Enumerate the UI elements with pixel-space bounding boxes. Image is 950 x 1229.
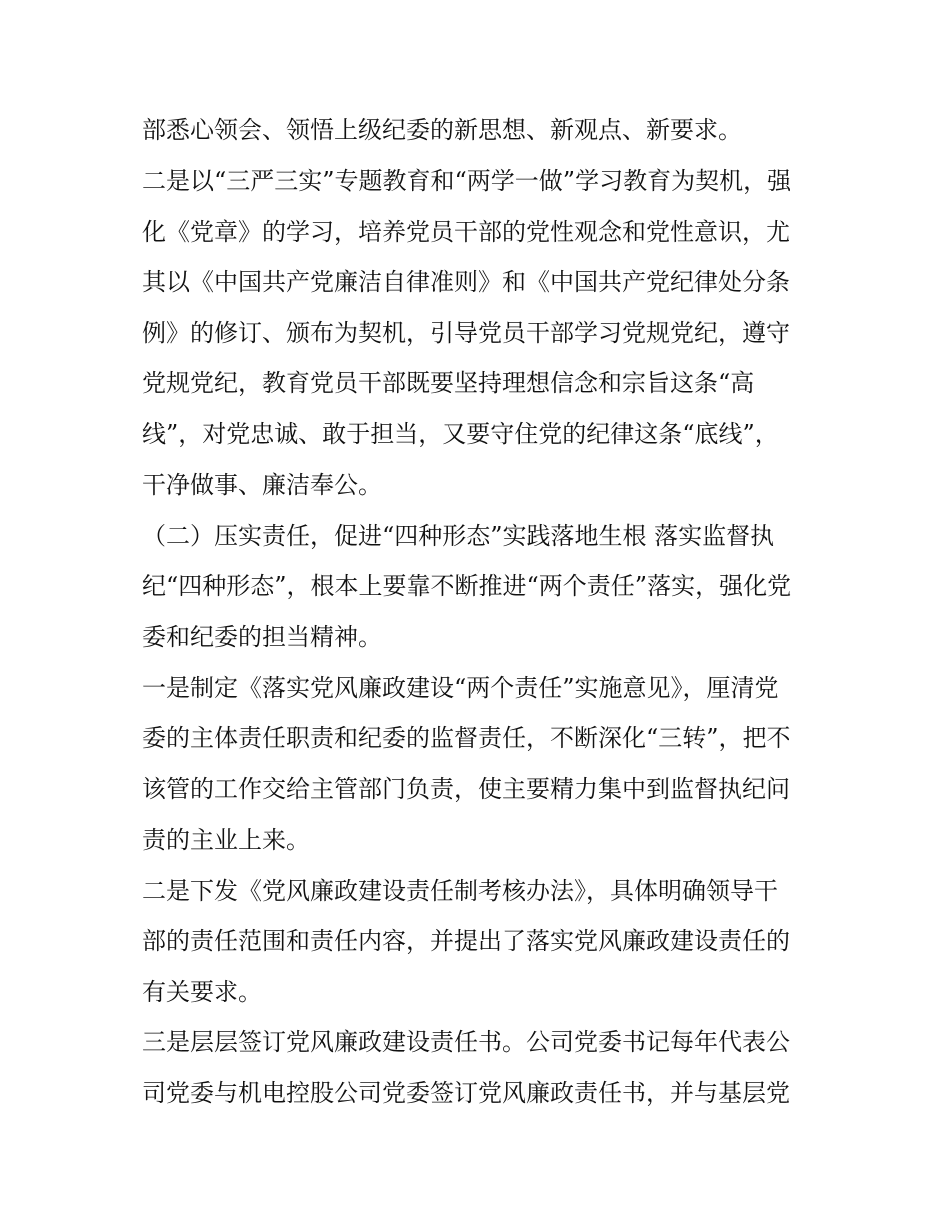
text-line: 委的主体责任职责和纪委的监督责任，不断深化“三转”，把不 [142, 724, 791, 752]
text-line: 党规党纪，教育党员干部既要坚持理想信念和宗旨这条“高 [142, 369, 755, 397]
text-line: 纪“四种形态”，根本上要靠不断推进“两个责任”落实，强化党 [142, 572, 792, 600]
text-line: 部的责任范围和责任内容，并提出了落实党风廉政建设责任的 [142, 927, 790, 955]
text-line: 其以《中国共产党廉洁自律准则》和《中国共产党纪律处分条 [142, 268, 790, 296]
text-line: 三是层层签订党风廉政建设责任书。公司党委书记每年代表公 [142, 1028, 790, 1056]
text-line: 化《党章》的学习，培养党员干部的党性观念和党性意识，尤 [142, 218, 790, 246]
text-line: 线”，对党忠诚、敢于担当，又要守住党的纪律这条“底线”， [142, 420, 779, 448]
text-line: 干净做事、廉洁奉公。 [142, 471, 382, 499]
text-line: 一是制定《落实党风廉政建设“两个责任”实施意见》，厘清党 [142, 674, 779, 702]
text-line: 责的主业上来。 [142, 826, 310, 854]
text-line: 该管的工作交给主管部门负责，使主要精力集中到监督执纪问 [142, 775, 790, 803]
text-line: 司党委与机电控股公司党委签订党风廉政责任书，并与基层党 [142, 1079, 790, 1107]
text-line: 委和纪委的担当精神。 [142, 623, 382, 651]
text-line: 例》的修订、颁布为契机，引导党员干部学习党规党纪，遵守 [142, 319, 790, 347]
text-line: 有关要求。 [142, 978, 262, 1006]
text-line: 部悉心领会、领悟上级纪委的新思想、新观点、新要求。 [142, 116, 742, 144]
text-line: 二是下发《党风廉政建设责任制考核办法》，具体明确领导干 [142, 877, 778, 905]
text-line: 二是以“三严三实”专题教育和“两学一做”学习教育为契机，强 [142, 167, 792, 195]
section-heading: （二）压实责任，促进“四种形态”实践落地生根 落实监督执 [142, 522, 775, 550]
